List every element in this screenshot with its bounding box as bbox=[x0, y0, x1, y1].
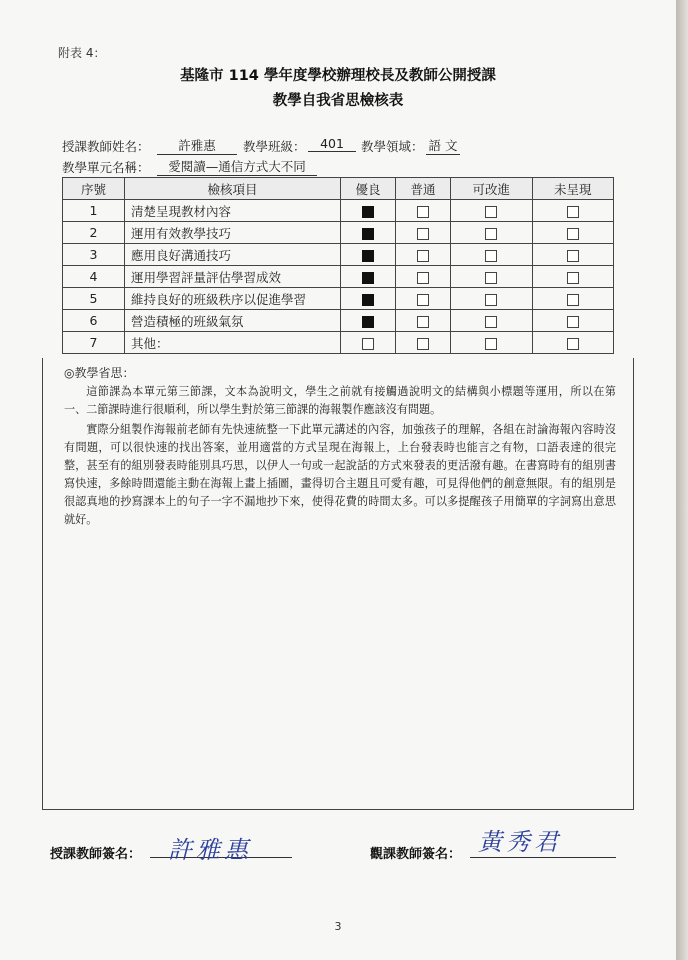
checklist-table bbox=[62, 177, 614, 354]
reflection-body bbox=[64, 383, 616, 529]
checked-box-icon[interactable] bbox=[362, 316, 374, 328]
unchecked-box-icon[interactable] bbox=[485, 206, 497, 218]
unchecked-box-icon[interactable] bbox=[485, 250, 497, 262]
cell-improve bbox=[451, 222, 532, 244]
cell-excellent bbox=[341, 222, 396, 244]
class-value: 401 bbox=[308, 136, 356, 152]
header-normal: 普通 bbox=[396, 178, 451, 200]
unchecked-box-icon[interactable] bbox=[485, 338, 497, 350]
unchecked-box-icon[interactable] bbox=[485, 228, 497, 240]
cell-improve bbox=[451, 244, 532, 266]
row-number: 7 bbox=[63, 332, 125, 354]
row-number: 3 bbox=[63, 244, 125, 266]
observer-signature-label: 觀課教師簽名： bbox=[370, 847, 462, 862]
unchecked-box-icon[interactable] bbox=[567, 338, 579, 350]
cell-improve bbox=[451, 200, 532, 222]
row-item: 運用有效教學技巧 bbox=[125, 222, 341, 244]
cell-improve bbox=[451, 288, 532, 310]
unchecked-box-icon[interactable] bbox=[417, 272, 429, 284]
row-item: 維持良好的班級秩序以促進學習 bbox=[125, 288, 341, 310]
cell-not-shown bbox=[532, 332, 614, 354]
cell-excellent bbox=[341, 288, 396, 310]
table-row bbox=[63, 244, 614, 266]
cell-not-shown bbox=[532, 266, 614, 288]
unchecked-box-icon[interactable] bbox=[417, 250, 429, 262]
unchecked-box-icon[interactable] bbox=[417, 294, 429, 306]
unchecked-box-icon[interactable] bbox=[567, 206, 579, 218]
cell-normal bbox=[396, 222, 451, 244]
row-number: 5 bbox=[63, 288, 125, 310]
unchecked-box-icon[interactable] bbox=[485, 294, 497, 306]
table-row bbox=[63, 266, 614, 288]
cell-improve bbox=[451, 310, 532, 332]
unchecked-box-icon[interactable] bbox=[567, 272, 579, 284]
checked-box-icon[interactable] bbox=[362, 250, 374, 262]
row-number: 2 bbox=[63, 222, 125, 244]
cell-normal bbox=[396, 200, 451, 222]
paper-edge-shadow bbox=[676, 0, 688, 960]
table-row bbox=[63, 310, 614, 332]
teacher-name-value: 許雅惠 bbox=[157, 136, 237, 155]
cell-normal bbox=[396, 244, 451, 266]
cell-not-shown bbox=[532, 200, 614, 222]
unchecked-box-icon[interactable] bbox=[567, 316, 579, 328]
reflection-paragraph-2: 實際分組製作海報前老師有先快速統整一下此單元講述的內容，加強孩子的理解，各組在討論海報內容時沒有問題，可以很快速的找出答案，並用適當的方式呈現在海報上，上台發表時也能言之有物，口語表達的很完整，甚至有的組別發表時能別具巧思，以伊人一句或一起說話的方式來發表的更活潑有趣。在書寫時有的組別書寫快速，多餘時間還能主動在海報上畫上插圖，畫得切合主題且可愛有趣，可見得他們的創意無限。有的組別是很認真地的抄寫課本上的句子一字不漏地抄下來，使得花費的時間太多。可以多提醒孩子用簡單的字詞寫出意思就好。 bbox=[64, 423, 616, 526]
checked-box-icon[interactable] bbox=[362, 294, 374, 306]
header-not-shown: 未呈現 bbox=[532, 178, 614, 200]
teacher-name-label: 授課教師姓名： bbox=[62, 139, 150, 154]
document-subtitle: 教學自我省思檢核表 bbox=[272, 93, 404, 109]
row-number: 4 bbox=[63, 266, 125, 288]
row-item: 運用學習評量評估學習成效 bbox=[125, 266, 341, 288]
observer-signature: 黃秀君 bbox=[478, 828, 562, 856]
header-improve: 可改進 bbox=[451, 178, 532, 200]
table-row bbox=[63, 332, 614, 354]
row-item: 其他： bbox=[125, 332, 341, 354]
checked-box-icon[interactable] bbox=[362, 206, 374, 218]
header-excellent: 優良 bbox=[341, 178, 396, 200]
cell-normal bbox=[396, 310, 451, 332]
attachment-label: 附表 4： bbox=[58, 46, 106, 60]
row-item: 應用良好溝通技巧 bbox=[125, 244, 341, 266]
row-item: 清楚呈現教材內容 bbox=[125, 200, 341, 222]
unchecked-box-icon[interactable] bbox=[417, 338, 429, 350]
unchecked-box-icon[interactable] bbox=[485, 272, 497, 284]
unchecked-box-icon[interactable] bbox=[417, 316, 429, 328]
row-number: 1 bbox=[63, 200, 125, 222]
cell-improve bbox=[451, 266, 532, 288]
unchecked-box-icon[interactable] bbox=[362, 338, 374, 350]
cell-improve bbox=[451, 332, 532, 354]
page-number: 3 bbox=[334, 920, 342, 933]
cell-excellent bbox=[341, 332, 396, 354]
unchecked-box-icon[interactable] bbox=[567, 294, 579, 306]
unit-value: 愛閱讀—通信方式大不同 bbox=[157, 157, 317, 176]
table-row bbox=[63, 288, 614, 310]
cell-normal bbox=[396, 332, 451, 354]
domain-label: 教學領域： bbox=[361, 139, 424, 154]
domain-value: 語 文 bbox=[426, 136, 460, 155]
unchecked-box-icon[interactable] bbox=[567, 250, 579, 262]
teacher-signature: 許雅惠 bbox=[168, 836, 252, 864]
cell-not-shown bbox=[532, 288, 614, 310]
unchecked-box-icon[interactable] bbox=[485, 316, 497, 328]
cell-excellent bbox=[341, 244, 396, 266]
cell-not-shown bbox=[532, 244, 614, 266]
cell-not-shown bbox=[532, 222, 614, 244]
teacher-signature-label: 授課教師簽名： bbox=[50, 847, 142, 862]
table-row bbox=[63, 200, 614, 222]
cell-excellent bbox=[341, 266, 396, 288]
cell-excellent bbox=[341, 200, 396, 222]
unit-label: 教學單元名稱： bbox=[62, 160, 150, 175]
checked-box-icon[interactable] bbox=[362, 228, 374, 240]
header-no: 序號 bbox=[63, 178, 125, 200]
table-row bbox=[63, 222, 614, 244]
unchecked-box-icon[interactable] bbox=[417, 206, 429, 218]
cell-not-shown bbox=[532, 310, 614, 332]
row-number: 6 bbox=[63, 310, 125, 332]
unchecked-box-icon[interactable] bbox=[417, 228, 429, 240]
cell-normal bbox=[396, 266, 451, 288]
reflection-paragraph-1: 這節課為本單元第三節課，文本為說明文，學生之前就有接觸過說明文的結構與小標題等運用，所以在第一、二節課時進行很順利，所以學生對於第三節課的海報製作應該沒有問題。 bbox=[64, 385, 616, 416]
checked-box-icon[interactable] bbox=[362, 272, 374, 284]
reflection-title: ◎教學省思： bbox=[64, 366, 135, 380]
row-item: 營造積極的班級氣氛 bbox=[125, 310, 341, 332]
unchecked-box-icon[interactable] bbox=[567, 228, 579, 240]
class-label: 教學班級： bbox=[243, 139, 306, 154]
cell-excellent bbox=[341, 310, 396, 332]
header-item: 檢核項目 bbox=[125, 178, 341, 200]
cell-normal bbox=[396, 288, 451, 310]
document-title: 基隆市 114 學年度學校辦理校長及教師公開授課 bbox=[180, 68, 496, 84]
table-header-row bbox=[63, 178, 614, 200]
